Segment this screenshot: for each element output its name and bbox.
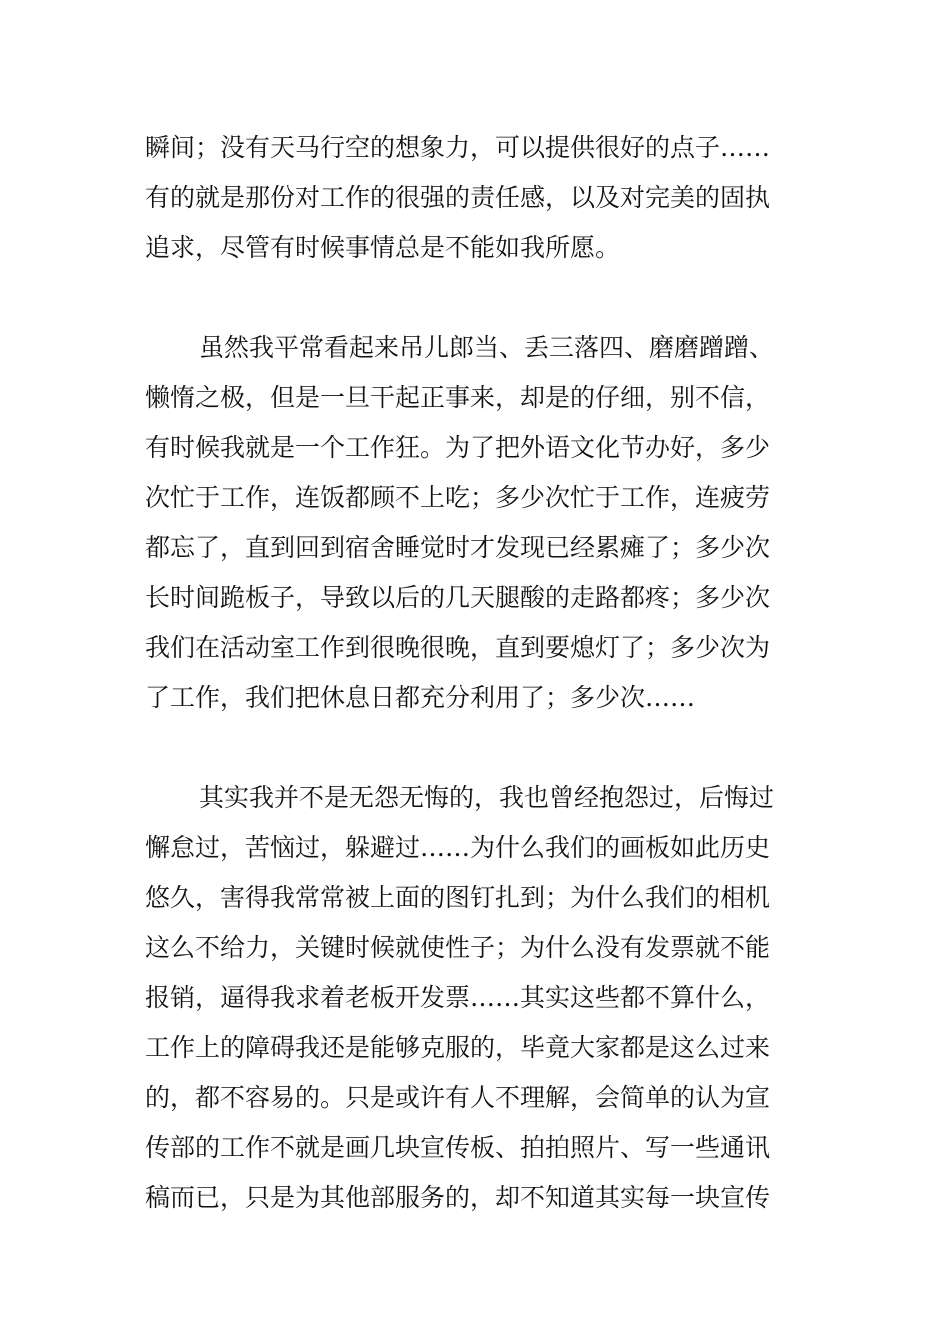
paragraph-line: 这么不给力，关键时候就使性子；为什么没有发票就不能 [145, 933, 771, 962]
paragraph-line: 传部的工作不就是画几块宣传板、拍拍照片、写一些通讯 [145, 1133, 771, 1162]
paragraph-line: 次忙于工作，连饭都顾不上吃；多少次忙于工作，连疲劳 [145, 483, 771, 512]
paragraph-line: 稿而已，只是为其他部服务的，却不知道其实每一块宣传 [145, 1183, 771, 1212]
paragraph-line: 懈怠过，苦恼过，躲避过……为什么我们的画板如此历史 [145, 833, 771, 862]
paragraph-2 [145, 323, 810, 723]
paragraph-line: 悠久，害得我常常被上面的图钉扎到；为什么我们的相机 [145, 883, 771, 912]
paragraph-1 [145, 123, 810, 273]
paragraph-line: 了工作，我们把休息日都充分利用了；多少次…… [145, 683, 696, 712]
paragraph-line: 长时间跪板子，导致以后的几天腿酸的走路都疼；多少次 [145, 583, 771, 612]
paragraph-line: 其实我并不是无怨无悔的，我也曾经抱怨过，后悔过 [199, 783, 775, 812]
paragraph-line: 有的就是那份对工作的很强的责任感，以及对完美的固执 [145, 183, 771, 212]
paragraph-3 [145, 773, 810, 1223]
paragraph-line: 懒惰之极，但是一旦干起正事来，却是的仔细，别不信， [145, 383, 771, 412]
paragraph-line: 瞬间；没有天马行空的想象力，可以提供很好的点子…… [145, 133, 771, 162]
paragraph-line: 有时候我就是一个工作狂。为了把外语文化节办好，多少 [145, 433, 771, 462]
paragraph-line: 报销，逼得我求着老板开发票……其实这些都不算什么， [145, 983, 771, 1012]
paragraph-line: 工作上的障碍我还是能够克服的，毕竟大家都是这么过来 [145, 1033, 771, 1062]
paragraph-line: 虽然我平常看起来吊儿郎当、丢三落四、磨磨蹭蹭、 [199, 333, 775, 362]
paragraph-line: 的，都不容易的。只是或许有人不理解，会简单的认为宣 [145, 1083, 771, 1112]
paragraph-line: 追求，尽管有时候事情总是不能如我所愿。 [145, 233, 621, 262]
paragraph-line: 我们在活动室工作到很晚很晚，直到要熄灯了；多少次为 [145, 633, 771, 662]
paragraph-line: 都忘了，直到回到宿舍睡觉时才发现已经累瘫了；多少次 [145, 533, 771, 562]
